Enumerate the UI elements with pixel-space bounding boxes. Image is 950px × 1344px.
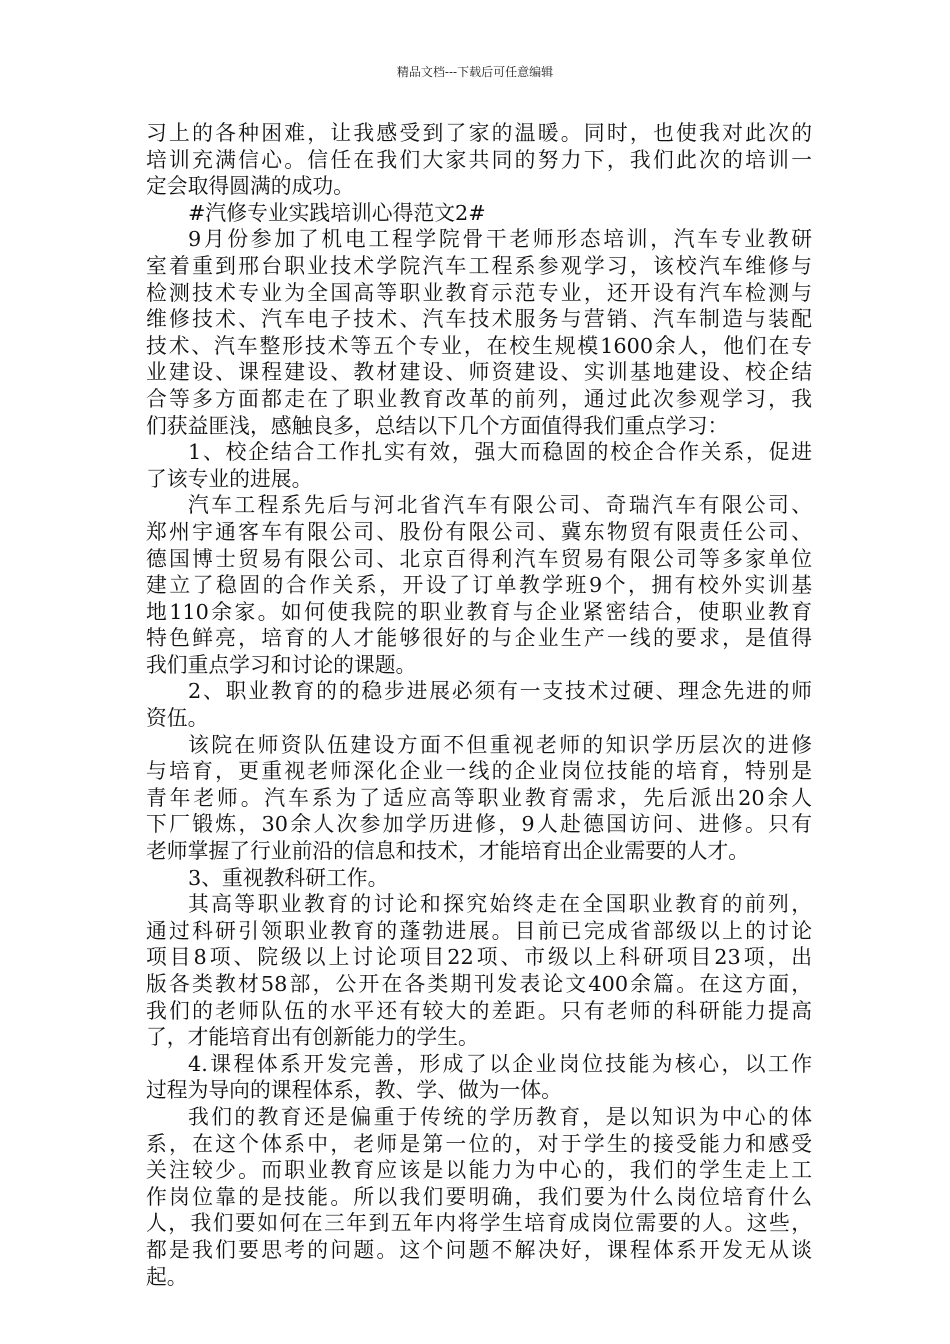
text-line: 1、校企结合工作扎实有效，强大而稳固的校企合作关系，促进: [188, 440, 812, 465]
text-line: 2、职业教育的的稳步进展必须有一支技术过硬、理念先进的师: [188, 679, 812, 704]
text-line: 9月份参加了机电工程学院骨干老师形态培训，汽车专业教研: [188, 227, 812, 252]
text-line: 德国博士贸易有限公司、北京百得利汽车贸易有限公司等多家单位: [146, 546, 812, 571]
text-line: 过程为导向的课程体系，教、学、做为一体。: [146, 1078, 562, 1103]
text-line: 检测技术专业为全国高等职业教育示范专业，还开设有汽车检测与: [146, 280, 812, 305]
text-line: 老师掌握了行业前沿的信息和技术，才能培育出企业需要的人才。: [146, 839, 750, 864]
text-line: 地110余家。如何使我院的职业教育与企业紧密结合，使职业教育: [146, 599, 812, 624]
text-line: 们获益匪浅，感触良多，总结以下几个方面值得我们重点学习：: [146, 413, 729, 438]
text-line: 习上的各种困难，让我感受到了家的温暖。同时，也使我对此次的: [146, 121, 812, 145]
text-line: 技术、汽车整形技术等五个专业，在校生规模1600余人，他们在专: [146, 333, 812, 358]
page-header: 精品文档---下载后可任意编辑: [396, 65, 554, 79]
text-line: 我们的教育还是偏重于传统的学历教育，是以知识为中心的体: [188, 1104, 812, 1129]
text-line: 该院在师资队伍建设方面不但重视老师的知识学历层次的进修: [188, 732, 812, 757]
text-line: 系，在这个体系中，老师是第一位的，对于学生的接受能力和感受: [146, 1131, 812, 1156]
text-line: 了，才能培育出有创新能力的学生。: [146, 1025, 479, 1050]
text-line: 通过科研引领职业教育的蓬勃进展。目前已完成省部级以上的讨论: [146, 918, 812, 943]
text-line: 青年老师。汽车系为了适应高等职业教育需求，先后派出20余人: [146, 785, 812, 810]
text-line: 关注较少。而职业教育应该是以能力为中心的，我们的学生走上工: [146, 1158, 812, 1183]
text-line: 版各类教材58部，公开在各类期刊发表论文400余篇。在这方面，: [146, 972, 812, 996]
text-line: #汽修专业实践培训心得范文2#: [188, 200, 486, 225]
text-line: 我们重点学习和讨论的课题。: [146, 652, 417, 677]
text-line: 了该专业的进展。: [146, 466, 313, 491]
text-line: 4.课程体系开发完善，形成了以企业岗位技能为核心，以工作: [188, 1051, 812, 1076]
text-line: 建立了稳固的合作关系，开设了订单教学班9个，拥有校外实训基: [146, 573, 812, 598]
text-line: 其高等职业教育的讨论和探究始终走在全国职业教育的前列，: [188, 892, 812, 917]
text-line: 郑州宇通客车有限公司、股份有限公司、冀东物贸有限责任公司、: [146, 519, 812, 544]
text-line: 作岗位靠的是技能。所以我们要明确，我们要为什么岗位培育什么: [146, 1184, 812, 1209]
text-line: 定会取得圆满的成功。: [146, 174, 354, 199]
text-line: 特色鲜亮，培育的人才能够很好的与企业生产一线的要求，是值得: [146, 626, 812, 651]
text-line: 室着重到邢台职业技术学院汽车工程系参观学习，该校汽车维修与: [146, 253, 812, 278]
text-line: 汽车工程系先后与河北省汽车有限公司、奇瑞汽车有限公司、: [188, 493, 812, 518]
text-line: 人，我们要如何在三年到五年内将学生培育成岗位需要的人。这些，: [146, 1211, 812, 1236]
text-line: 业建设、课程建设、教材建设、师资建设、实训基地建设、校企结: [146, 360, 812, 385]
text-line: 下厂锻炼，30余人次参加学历进修，9人赴德国访问、进修。只有: [146, 812, 812, 837]
text-line: 维修技术、汽车电子技术、汽车技术服务与营销、汽车制造与装配: [146, 307, 812, 332]
text-line: 与培育，更重视老师深化企业一线的企业岗位技能的培育，特别是: [146, 759, 812, 784]
text-line: 资伍。: [146, 706, 209, 731]
text-line: 3、重视教科研工作。: [188, 865, 389, 890]
text-line: 都是我们要思考的问题。这个问题不解决好，课程体系开发无从谈: [146, 1237, 812, 1262]
text-line: 培训充满信心。信任在我们大家共同的努力下，我们此次的培训一: [146, 147, 812, 172]
document-body: [146, 120, 812, 1290]
text-line: 项目8项、院级以上讨论项目22项、市级以上科研项目23项，出: [146, 945, 812, 970]
text-line: 起。: [146, 1264, 188, 1289]
text-line: 我们的老师队伍的水平还有较大的差距。只有老师的科研能力提高: [146, 998, 812, 1023]
text-line: 合等多方面都走在了职业教育改革的前列，通过此次参观学习，我: [146, 386, 812, 411]
